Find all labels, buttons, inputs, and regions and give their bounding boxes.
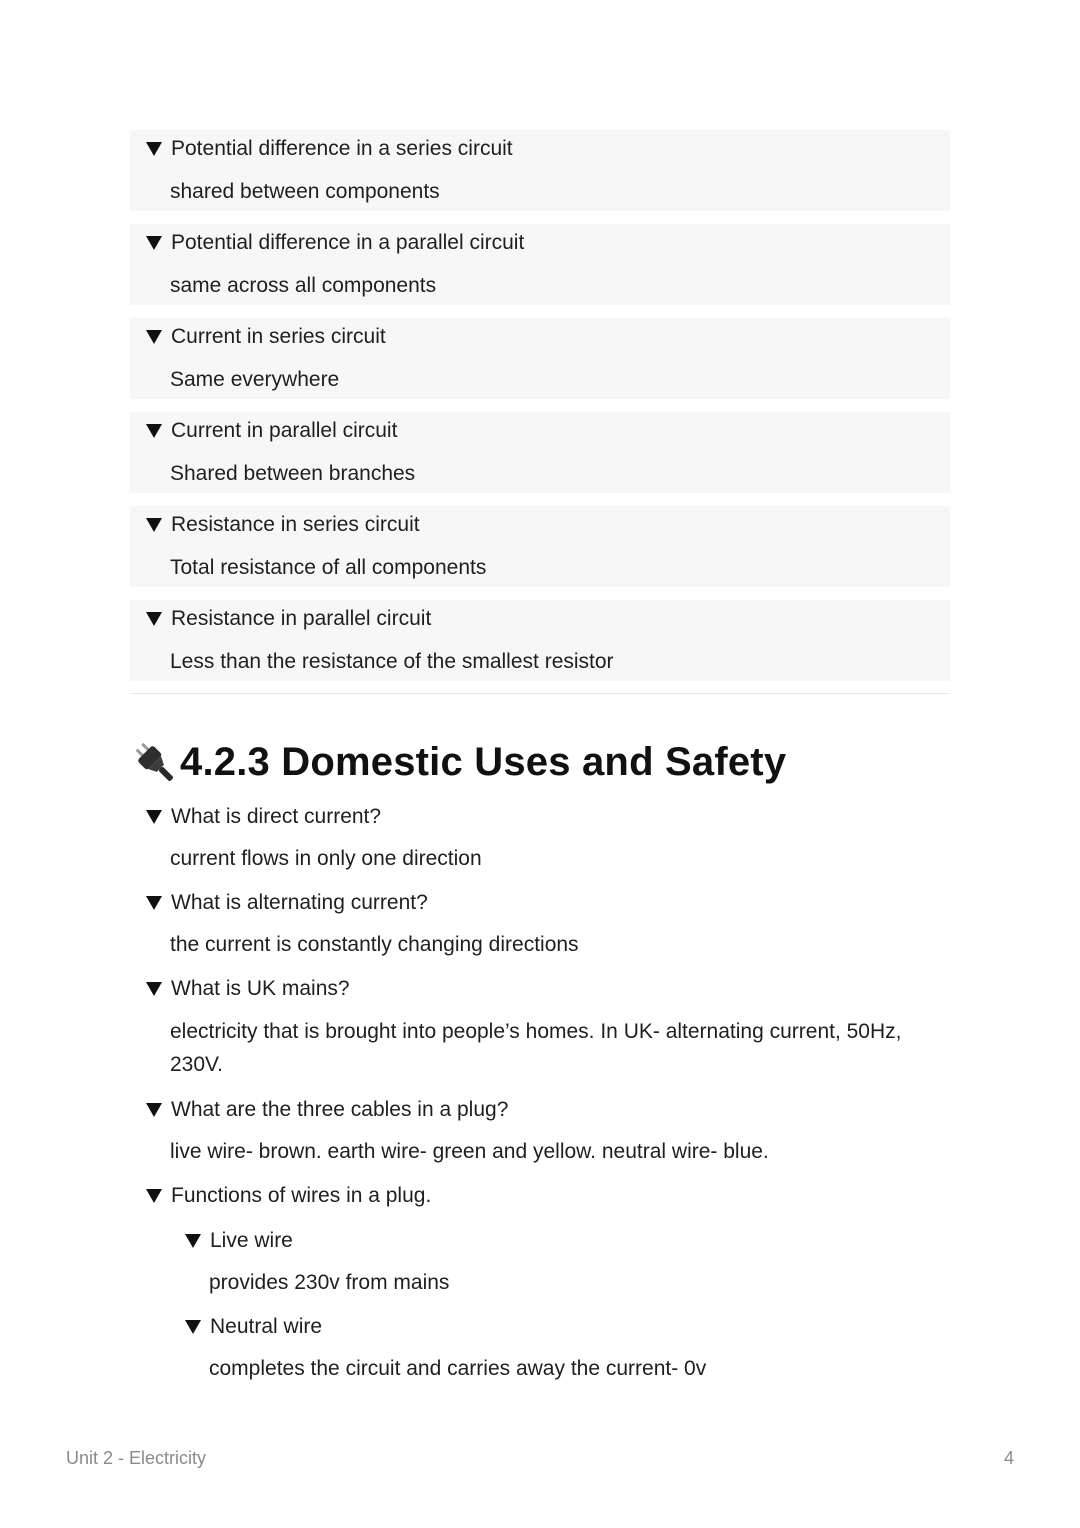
toggle-live-wire[interactable] [169, 1224, 950, 1298]
footer-unit-label: Unit 2 - Electricity [66, 1448, 207, 1468]
toggle-heading[interactable] [130, 320, 950, 354]
toggle-answer: same across all components [170, 274, 437, 297]
toggle-triangle-icon[interactable] [146, 424, 162, 438]
toggle-heading[interactable] [130, 972, 950, 1006]
toggle-neutral-wire[interactable] [169, 1310, 950, 1384]
toggle-plug-cables[interactable] [130, 1093, 950, 1167]
electric-plug-icon [130, 737, 178, 787]
toggle-heading[interactable] [169, 1224, 950, 1258]
toggle-answer: electricity that is brought into people’s homes. In UK- alternating current, 50Hz, 230V. [170, 1020, 902, 1076]
toggle-triangle-icon[interactable] [146, 142, 162, 156]
toggle-answer: the current is constantly changing directions [170, 933, 579, 956]
toggle-answer: Less than the resistance of the smallest resistor [170, 650, 614, 673]
toggle-heading-text: Resistance in series circuit [171, 513, 420, 536]
toggle-wire-functions[interactable] [130, 1179, 950, 1384]
toggle-triangle-icon[interactable] [146, 896, 162, 910]
toggle-heading[interactable] [130, 800, 950, 834]
toggle-heading[interactable] [130, 1179, 950, 1213]
toggle-heading-text: What is alternating current? [171, 891, 428, 914]
toggle-triangle-icon[interactable] [146, 1189, 162, 1203]
toggle-heading[interactable] [130, 414, 950, 448]
toggle-heading-text: Resistance in parallel circuit [171, 607, 432, 630]
toggle-heading[interactable] [169, 1310, 950, 1344]
toggle-heading-text: What are the three cables in a plug? [171, 1098, 509, 1121]
toggle-heading-text: Live wire [210, 1229, 293, 1252]
toggle-heading[interactable] [130, 508, 950, 542]
toggle-heading-text: What is UK mains? [171, 977, 350, 1000]
toggle-answer: Shared between branches [170, 462, 416, 485]
toggle-triangle-icon[interactable] [146, 330, 162, 344]
toggle-answer: live wire- brown. earth wire- green and yellow. neutral wire- blue. [170, 1140, 769, 1163]
nested-toggles [169, 1224, 950, 1384]
page-content [130, 130, 950, 1396]
toggle-heading-text: Neutral wire [210, 1315, 323, 1338]
toggle-answer: Same everywhere [170, 368, 340, 391]
footer-page-number: 4 [1003, 1448, 1014, 1468]
section-heading [130, 732, 950, 792]
toggle-triangle-icon[interactable] [146, 518, 162, 532]
toggle-triangle-icon[interactable] [185, 1234, 201, 1248]
toggle-answer: current flows in only one direction [170, 847, 482, 870]
toggle-answer: shared between components [170, 180, 440, 203]
toggle-triangle-icon[interactable] [146, 236, 162, 250]
section-title: 4.2.3 Domestic Uses and Safety [180, 739, 787, 784]
toggle-heading-text: Current in series circuit [171, 325, 386, 348]
toggle-resistance-parallel[interactable] [130, 600, 950, 681]
toggle-answer: completes the circuit and carries away the current- 0v [209, 1357, 707, 1380]
toggle-heading[interactable] [130, 132, 950, 166]
toggle-heading[interactable] [130, 602, 950, 636]
toggle-current-parallel[interactable] [130, 412, 950, 493]
toggle-answer: Total resistance of all components [170, 556, 487, 579]
toggle-pd-series[interactable] [130, 130, 950, 211]
toggle-heading-text: Current in parallel circuit [171, 419, 398, 442]
toggle-triangle-icon[interactable] [146, 982, 162, 996]
toggle-heading-text: Potential difference in a parallel circuit [171, 231, 525, 254]
toggle-direct-current[interactable] [130, 800, 950, 874]
toggle-alternating-current[interactable] [130, 886, 950, 960]
toggle-pd-parallel[interactable] [130, 224, 950, 305]
toggle-heading[interactable] [130, 226, 950, 260]
toggle-triangle-icon[interactable] [185, 1320, 201, 1334]
toggle-answer: provides 230v from mains [209, 1271, 450, 1294]
toggle-resistance-series[interactable] [130, 506, 950, 587]
toggle-heading-text: Potential difference in a series circuit [171, 137, 513, 160]
divider [130, 693, 950, 694]
toggle-heading[interactable] [130, 1093, 950, 1127]
toggle-triangle-icon[interactable] [146, 612, 162, 626]
toggle-heading-text: What is direct current? [171, 805, 382, 828]
toggle-uk-mains[interactable] [130, 972, 950, 1081]
toggle-triangle-icon[interactable] [146, 810, 162, 824]
toggle-heading[interactable] [130, 886, 950, 920]
toggle-heading-text: Functions of wires in a plug. [171, 1184, 432, 1207]
toggle-triangle-icon[interactable] [146, 1103, 162, 1117]
toggle-current-series[interactable] [130, 318, 950, 399]
